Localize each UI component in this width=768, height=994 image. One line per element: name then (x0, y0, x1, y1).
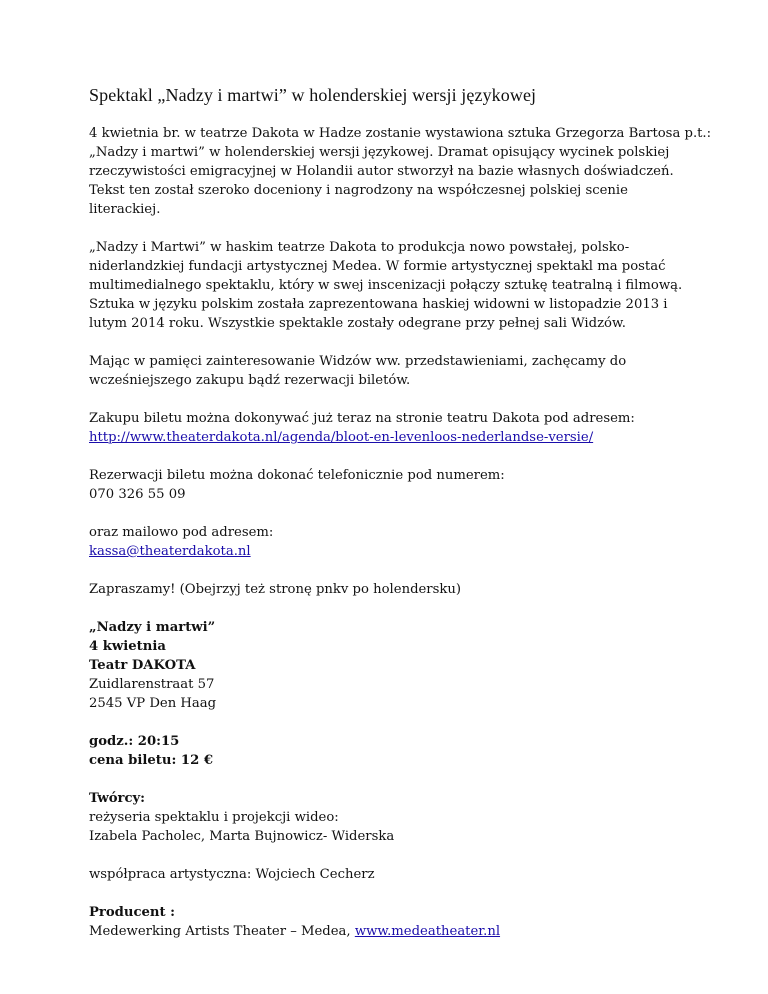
invitation-text: Zapraszamy! (Obejrzyj też stronę pnkv po holendersku) (89, 582, 462, 597)
creators-section (89, 789, 689, 846)
text-line: niderlandzkiej fundacji artystycznej Medea. W formie artystycznej spektakl ma postać (89, 259, 666, 274)
phone-reservation-text: Rezerwacji biletu można dokonać telefonicznie pod numerem: (89, 468, 505, 483)
venue-city: 2545 VP Den Haag (89, 696, 217, 711)
paragraph-encouragement (89, 352, 689, 390)
text-line: Sztuka w języku polskim została zaprezentowana haskiej widowni w listopadzie 2013 i (89, 297, 668, 312)
ticket-purchase-link[interactable]: http://www.theaterdakota.nl/agenda/bloot-en-levenloos-nederlandse-versie/ (89, 430, 594, 445)
event-name: „Nadzy i martwi” (89, 620, 216, 635)
collaboration-section (89, 865, 689, 884)
text-line: „Nadzy i Martwi” w haskim teatrze Dakota to produkcja nowo powstałej, polsko- (89, 240, 630, 255)
ticket-price: cena biletu: 12 € (89, 753, 214, 768)
document-title: Spektakl „Nadzy i martwi” w holenderskiej wersji językowej (89, 85, 537, 105)
text-line: multimedialnego spektaklu, który w swej inscenizacji połączy sztukę teatralną i filmową. (89, 278, 683, 293)
text-line: lutym 2014 roku. Wszystkie spektakle zostały odegrane przy pełnej sali Widzów. (89, 316, 626, 331)
paragraph-email-reservation (89, 523, 689, 561)
producer-text: Medewerking Artists Theater – Medea, (89, 924, 355, 939)
directors-names: Izabela Pacholec, Marta Bujnowicz- Widerska (89, 829, 395, 844)
text-line: 4 kwietnia br. w teatrze Dakota w Hadze zostanie wystawiona sztuka Grzegorza Bartosa p.t.: (89, 126, 712, 141)
text-line: wcześniejszego zakupu bądź rezerwacji biletów. (89, 373, 411, 388)
paragraph-intro (89, 124, 712, 219)
event-details (89, 618, 689, 713)
text-line: rzeczywistości emigracyjnej w Holandii autor stworzył na bazie własnych doświadczeń. (89, 164, 674, 179)
email-reservation-text: oraz mailowo pod adresem: (89, 525, 274, 540)
paragraph-phone-reservation (89, 466, 689, 504)
email-link[interactable]: kassa@theaterdakota.nl (89, 544, 251, 559)
event-time: godz.: 20:15 (89, 734, 180, 749)
directing-label: reżyseria spektaklu i projekcji wideo: (89, 810, 339, 825)
producer-heading: Producent : (89, 905, 176, 920)
event-date: 4 kwietnia (89, 639, 166, 654)
paragraph-production (89, 238, 689, 333)
producer-line (89, 922, 689, 941)
paragraph-invitation (89, 580, 689, 599)
text-line: Mając w pamięci zainteresowanie Widzów ww. przedstawieniami, zachęcamy do (89, 354, 627, 369)
text-line: „Nadzy i martwi” w holenderskiej wersji językowej. Dramat opisujący wycinek polskiej (89, 145, 670, 160)
phone-number: 070 326 55 09 (89, 487, 186, 502)
purchase-text: Zakupu biletu można dokonywać już teraz na stronie teatru Dakota pod adresem: (89, 411, 635, 426)
time-price (89, 732, 689, 770)
document-page (89, 84, 712, 960)
producer-website-link[interactable]: www.medeatheater.nl (354, 924, 501, 939)
venue-street: Zuidlarenstraat 57 (89, 677, 215, 692)
event-venue: Teatr DAKOTA (89, 658, 196, 673)
creators-heading: Twórcy: (89, 791, 146, 806)
collaboration-text: współpraca artystyczna: Wojciech Cecherz (89, 867, 375, 882)
paragraph-purchase (89, 409, 689, 447)
text-line: literackiej. (89, 202, 161, 217)
producer-section (89, 903, 689, 941)
text-line: Tekst ten został szeroko doceniony i nagrodzony na współczesnej polskiej scenie (89, 183, 628, 198)
